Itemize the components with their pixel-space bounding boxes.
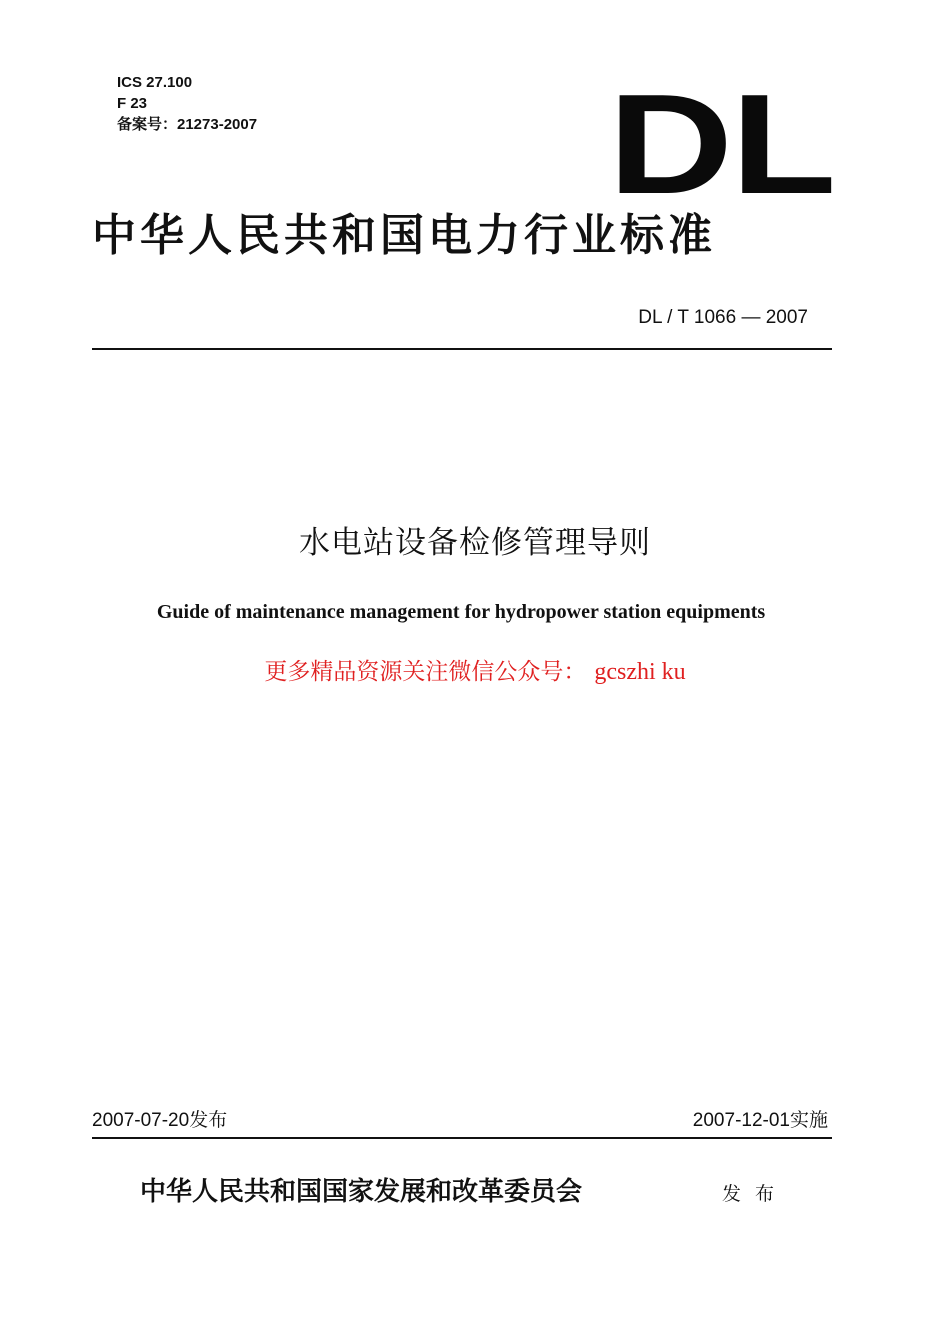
standard-number: DL / T 1066 — 2007 xyxy=(638,307,808,328)
dl-logo: DL xyxy=(608,65,835,224)
meta-block xyxy=(117,72,257,135)
document-title-en: Guide of maintenance management for hydropower station equipments xyxy=(156,601,766,623)
issue-date: 2007-07-20发布 xyxy=(92,1110,228,1131)
issued-label: 发布 xyxy=(722,1183,789,1205)
notice-code: gcszhi ku xyxy=(594,659,686,685)
bottom-divider xyxy=(92,1137,832,1139)
classification-code: F 23 xyxy=(117,95,148,112)
issuing-authority: 中华人民共和国国家发展和改革委员会 xyxy=(140,1177,583,1207)
standard-title: 中华人民共和国电力行业标准 xyxy=(92,210,716,261)
record-number: 备案号：21273-2007 xyxy=(117,116,258,133)
wechat-notice xyxy=(0,656,950,688)
implementation-date: 2007-12-01实施 xyxy=(692,1110,828,1131)
ics-code: ICS 27.100 xyxy=(117,74,193,91)
notice-text: 更多精品资源关注微信公众号： xyxy=(264,659,587,685)
document-title-cn: 水电站设备检修管理导则 xyxy=(299,525,651,561)
top-divider xyxy=(92,348,832,350)
